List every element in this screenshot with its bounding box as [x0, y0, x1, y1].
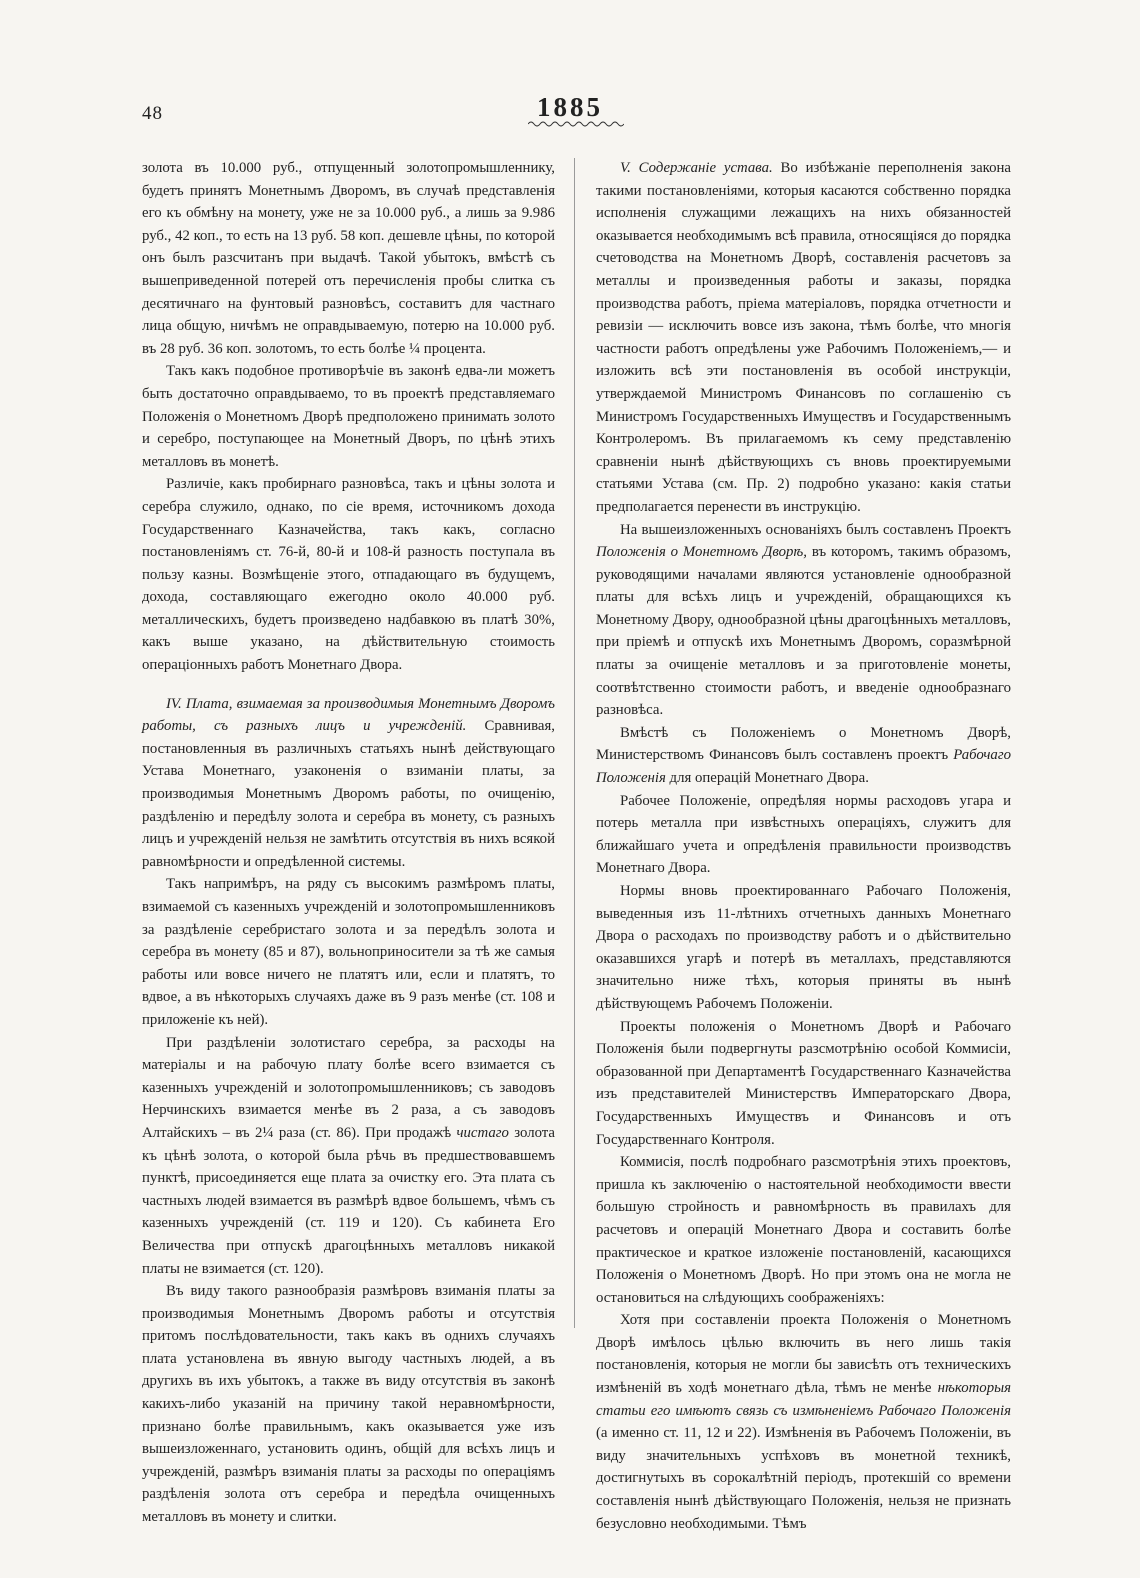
paragraph-text: Сравнивая, постановленныя въ различныхъ статьяхъ нынѣ действующаго Устава Монетнаго, узаконенія о взиманіи платы, за производимыя Монетнымъ Дворомъ работы, по очищенію, раздѣленію и передѣлу золота и серебра въ монету, съ разныхъ лицъ и учрежденій нельзя не замѣтить отсутствія въ нихъ всякой равномѣрности и опредѣленной системы. — [142, 718, 555, 870]
paragraph — [596, 519, 1011, 722]
paragraph: Рабочее Положеніе, опредѣляя нормы расходовъ угара и потерь металла при извѣстныхъ операціяхъ, служитъ для ближайшаго учета и опредѣленія правильности производствъ Монетнаго Двора. — [596, 792, 1011, 877]
emphasis: Рабочаго Положенія — [596, 747, 1011, 787]
paragraph-text: золота къ цѣнѣ золота, о которой была рѣчь въ предшествовавшемъ пунктѣ, присоединяется еще плата за очистку его. Эта плата съ частныхъ людей взимается въ размѣрѣ вдвое большемъ, чѣмъ съ казенныхъ учрежденій (ст. 119 и 120). Съ кабинета Его Величества при отпускѣ драгоцѣнныхъ металловъ никакой платы не взимается (ст. 120). — [142, 1124, 555, 1277]
paragraph: Проекты положенія о Монетномъ Дворѣ и Рабочаго Положенія были подвергнуты разсмотрѣнію особой Коммисіи, образованной при Департаментѣ Государственнаго Казначейства изъ представителей Министерствъ Императорскаго Двора, Государственныхъ Имуществъ и Финансовъ и отъ Государственнаго Контроля. — [596, 1018, 1011, 1148]
paragraph — [142, 1032, 555, 1281]
paragraph: Такъ какъ подобное противорѣчіе въ законѣ едва-ли можетъ быть достаточно оправдываемо, то въ проектѣ представляемаго Положенія о Монетномъ Дворѣ предположено принимать золото и серебро, поступающее на Монетный Дворъ, по цѣнѣ этихъ металловъ въ монетѣ. — [142, 363, 555, 470]
page-number: 48 — [142, 103, 163, 124]
paragraph — [596, 1309, 1011, 1535]
emphasis: чистаго — [456, 1124, 509, 1141]
paragraph-text: для операцій Монетнаго Двора. — [665, 770, 869, 787]
paragraph-text: въ которомъ, такимъ образомъ, руководящими началами являются установленіе однообразной платы для всѣхъ лицъ и учрежденій, обращающихся къ Монетному Двору, однообразной цѣны драгоцѣнныхъ металловъ, при пріемѣ и отпускѣ ихъ Монетнымъ Дворомъ, соразмѣрной платы за очищеніе металловъ и за приготовленіе монеты, соотвѣтственно стоимости работъ, и введеніе однообразнаго разновѣса. — [596, 544, 1011, 719]
emphasis: нѣкоторыя статьи его имѣютъ связь съ измѣненіемъ Рабочаго Положенія — [596, 1380, 1011, 1419]
paragraph-text: При раздѣленіи золотистаго серебра, за расходы на матеріалы и на рабочую плату болѣе всего взимается съ казенныхъ учрежденій и золотопромышленниковъ; съ заводовъ Нерчинскихъ взимается менѣе въ 2 раза, а съ заводовъ Алтайскихъ – въ 2¼ раза (ст. 86). При продажѣ — [142, 1034, 555, 1141]
paragraph: золота въ 10.000 руб., отпущенный золотопромышленнику, будетъ принятъ Монетнымъ Дворомъ, въ случаѣ представленія его къ обмѣну на монету, уже не за 10.000 руб., а лишь за 9.986 руб., 42 коп., то есть на 13 руб. 58 коп. дешевле цѣны, по которой онъ былъ разсчитанъ при выдачѣ. Такой убытокъ, вмѣстѣ съ вышеприведенной потерей отъ перечисленія пробы слитка съ десятичнаго на фунтовый разновѣсъ, составитъ для частнаго лица общую, ничѣмъ не оправдываемую, потерю на 10.000 руб. въ 28 руб. 36 коп. золотомъ, то есть болѣе ¼ процента. — [142, 160, 555, 357]
wavy-rule-ornament — [528, 120, 624, 128]
page-title-year: 1885 — [537, 92, 603, 122]
paragraph-text: На вышеизложенныхъ основаніяхъ былъ составленъ Проектъ — [620, 521, 1011, 538]
paragraph: Такъ напримѣръ, на ряду съ высокимъ размѣромъ платы, взимаемой съ казенныхъ учрежденій и золотопромышленниковъ за раздѣленіе серебристаго золота и за передѣлъ золота и серебра въ монету (85 и 87), вольноприносители за тѣ же самыя работы или вовсе ничего не платятъ или, если и платятъ, то вдвое, а въ нѣкоторыхъ случаяхъ даже въ 9 разъ менѣе (ст. 108 и приложеніе къ ней). — [142, 876, 555, 1028]
column-divider — [574, 158, 575, 1328]
section-heading: V. Содержаніе устава. — [620, 160, 773, 176]
section-v — [596, 157, 1011, 519]
paragraph: Коммисія, послѣ подробнаго разсмотрѣнія этихъ проектовъ, пришла къ заключенію о настоятельной необходимости ввести большую стройность и равномѣрность въ правилахъ для расчетовъ и операцій Монетнаго Двора и составить болѣе практическое и краткое изложеніе постановленій, касающихся Положенія о Монетномъ Дворѣ. Но при этомъ она не могла не остановиться на слѣдующихъ соображеніяхъ: — [596, 1154, 1011, 1306]
left-column — [142, 157, 555, 1529]
paragraph-text: (а именно ст. 11, 12 и 22). Измѣненія въ Рабочемъ Положеніи, въ виду значительныхъ успѣховъ въ монетной техникѣ, достигнутыхъ въ сорокалѣтній періодъ, протекшій со времени составленія нынѣ дѣйствующаго Положенія, нельзя не признать безусловно необходимыми. Тѣмъ — [596, 1425, 1011, 1532]
paragraph: Въ виду такого разнообразія размѣровъ взиманія платы за производимыя Монетнымъ Дворомъ работы и отсутствія притомъ послѣдовательности, такъ какъ въ однихъ случаяхъ плата установлена въ явную выгоду частныхъ людей, а въ другихъ въ ихъ убытокъ, а также въ виду отсутствія въ законѣ какихъ-либо указаній на причину такой неравномѣрности, признано болѣе правильнымъ, какъ оказывается уже изъ вышеизложеннаго, установить одинъ, общій для всѣхъ лицъ и учрежденій, размѣръ взиманія платы за расходы по операціямъ раздѣленія золота отъ серебра и передѣла очищенныхъ металловъ въ монету и слитки. — [142, 1283, 555, 1526]
paragraph-text: Во избѣжаніе переполненія закона такими постановленіями, которыя касаются собственно порядка исполненія служащими лежащихъ на нихъ обязанностей оказывается необходимымъ всѣ правила, относящіяся до порядка счетоводства на Монетномъ Дворѣ, составленія расчетовъ за металлы и произведенныя работы и заказы, порядка производства работъ, пріема матеріаловъ, порядка отчетности и ревизіи — исключить вовсе изъ закона, тѣмъ болѣе, что многія частности работъ опредѣлены уже Рабочимъ Положеніемъ,— и изложить всѣ эти постановленія въ особой инструкціи, утверждаемой Министромъ Финансовъ по соглашенію съ Министромъ Государственныхъ Имуществъ и Государственнымъ Контролеромъ. Въ прилагаемомъ къ сему представленію сравненіи нынѣ дѣйствующихъ съ вновь проектируемыми статьями Устава (см. Пр. 2) подробно указано: какія статьи предполагается перенести въ инструкцію. — [596, 160, 1011, 515]
paragraph: Различіе, какъ пробирнаго разновѣса, такъ и цѣны золота и серебра служило, однако, по сіе время, источникомъ дохода Государственнаго Казначейства, такъ какъ, согласно постановленіямъ ст. 76-й, 80-й и 108-й разность поступала въ пользу казны. Возмѣщеніе этого, отпадающаго въ будущемъ, дохода, составляющаго ежегодно около 40.000 руб. металлическихъ, будетъ произведено надбавкою въ платѣ 30%, какъ выше указано, на дѣйствительную стоимость операціонныхъ работъ Монетнаго Двора. — [142, 476, 555, 674]
right-column — [596, 157, 1011, 1535]
paragraph — [596, 722, 1011, 790]
paragraph: Нормы вновь проектированнаго Рабочаго Положенія, выведенныя изъ 11-лѣтнихъ отчетныхъ данныхъ Монетнаго Двора о расходахъ по производству работъ и о дѣйствительно оказавшихся угарѣ и потерѣ въ металлахъ, представляются значительно ниже тѣхъ, которыя приняты въ нынѣ дѣйствующемъ Рабочемъ Положеніи. — [596, 883, 1011, 1012]
paragraph-text: Хотя при составленіи проекта Положенія о Монетномъ Дворѣ имѣлось цѣлью включить въ него лишь такія постановленія, которыя не могли бы зависѣть отъ техническихъ измѣненій въ ходѣ монетнаго дѣла, тѣмъ не менѣе — [596, 1312, 1011, 1397]
section-iv — [142, 693, 555, 874]
emphasis: Положенія о Монетномъ Дворѣ, — [596, 544, 807, 561]
section-heading: IV. Плата, взимаемая за производимыя Монетнымъ Дворомъ работы, съ разныхъ лицъ и учрежденій. — [142, 695, 555, 735]
paragraph-text: Вмѣстѣ съ Положеніемъ о Монетномъ Дворѣ, Министерствомъ Финансовъ былъ составленъ проектъ — [596, 724, 1011, 764]
